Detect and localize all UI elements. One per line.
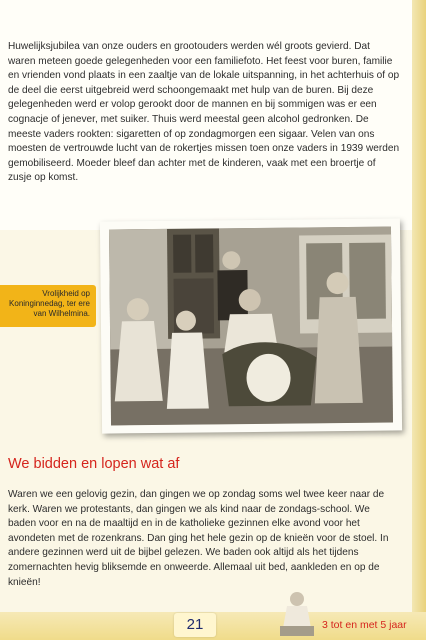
page-edge-strip: [412, 0, 426, 640]
family-photo-illustration: [109, 227, 393, 426]
page-number-box: [174, 613, 216, 637]
body-paragraph: Waren we een gelovig gezin, dan gingen we op zondag soms wel twee keer naar de kerk. Waren we protestants, dan gingen we als kind naar de zondags-school. We baden voor en na de maaltijd en in de katholieke gezinnen elke avond voor het avondeten met de rozenkrans. Dan ging het hele gezin op de knieën voor de stoel. In andere gezinnen werd uit de bijbel gelezen. We baden ook altijd als het tijdens zomernachten hevig bliksemde en onweerde. Allemaal uit bed, aankleden en op de knieën!: [8, 489, 389, 588]
family-photo: [109, 227, 393, 426]
photo-caption: Vrolijkheid op Koninginnedag, ter ere van Wilhelmina.: [9, 289, 90, 318]
caption-box: [0, 285, 96, 327]
photo-frame: [100, 218, 402, 433]
section-heading: We bidden en lopen wat af: [8, 456, 180, 472]
toddler-photo: [280, 590, 314, 636]
intro-paragraph: Huwelijksjubilea van onze ouders en grootouders werden wél groots gevierd. Dat waren meteen goede gelegenheden voor een familiefoto. Het feest voor buren, familie en vrienden vond plaats in een zaaltje van de lokale uitspanning, in het achterhuis of op de deel die eerst uitgebreid werd schoongemaakt met hulp van de buren. Bij deze gelegenheden werd er volop gerookt door de mannen en bij sommigen was er een cognacje of jenever, met suiker. Thuis werd meestal geen alcohol gedronken. De meeste vaders rookten: sigaretten of op zondagmorgen een sigaar. Velen van ons moesten de vertrouwde lucht van de rokertjes missen toen onze vaders in 1939 werden gemobiliseerd. Moeder bleef dan achter met de kinderen, vaak met een broertje of zusje op komst.: [8, 41, 400, 184]
section-label: 3 tot en met 5 jaar: [322, 619, 407, 631]
page-number: 21: [186, 616, 204, 633]
